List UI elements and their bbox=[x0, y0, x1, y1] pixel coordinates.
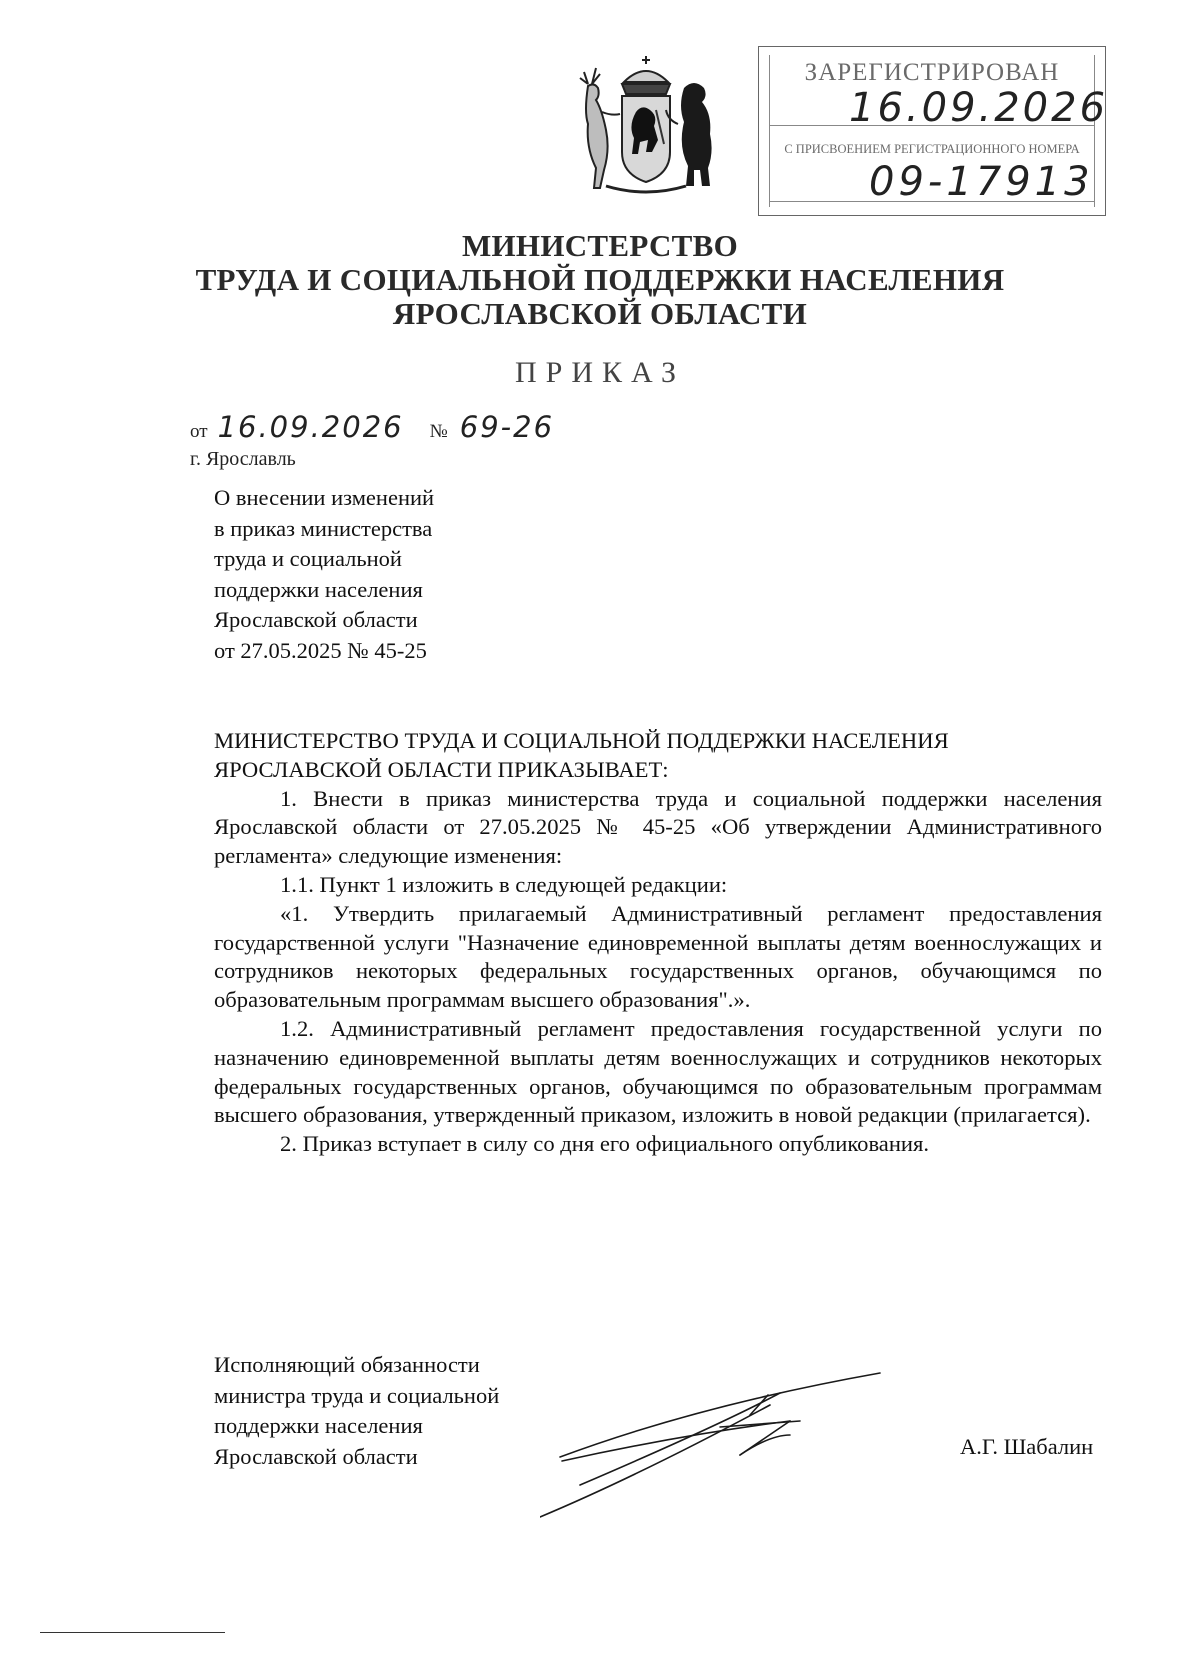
number-prefix: № bbox=[429, 421, 448, 442]
handwritten-signature bbox=[540, 1365, 910, 1525]
position-line: поддержки населения bbox=[214, 1413, 423, 1438]
order-subject bbox=[214, 483, 434, 666]
body-paragraph-1-1-text: «1. Утвердить прилагаемый Административный регламент предоставления государственной услуги "Назначение единовременной выплаты детям военнослужащих и сотрудников некоторых федеральных государственных органов, обучающимся по образовательным программам высшего образования".». bbox=[214, 900, 1102, 1013]
ministry-title-line-1: МИНИСТЕРСТВО bbox=[461, 228, 739, 263]
body-paragraph-1-1: 1.1. Пункт 1 изложить в следующей редакции: bbox=[280, 871, 728, 897]
body-preamble: МИНИСТЕРСТВО ТРУДА И СОЦИАЛЬНОЙ ПОДДЕРЖКИ НАСЕЛЕНИЯ ЯРОСЛАВСКОЙ ОБЛАСТИ ПРИКАЗЫВАЕТ: bbox=[214, 728, 949, 782]
subject-line: в приказ министерства bbox=[214, 515, 433, 541]
order-number: 69-26 bbox=[459, 410, 555, 444]
subject-line: труда и социальной bbox=[214, 546, 402, 571]
subject-line: О внесении изменений bbox=[214, 485, 435, 510]
signatory-position bbox=[214, 1350, 499, 1472]
subject-line: поддержки населения bbox=[214, 576, 423, 602]
date-prefix: от bbox=[190, 421, 208, 442]
order-date: 16.09.2026 bbox=[217, 410, 404, 444]
position-line: министра труда и социальной bbox=[214, 1382, 500, 1408]
body-paragraph-1: 1. Внести в приказ министерства труда и социальной поддержки населения Ярославской области от 27.05.2025 № 45-25 «Об утверждении Административного регламента» следующие изменения: bbox=[214, 785, 1102, 869]
subject-line: Ярославской области bbox=[214, 607, 418, 632]
subject-line: от 27.05.2025 № 45-25 bbox=[214, 637, 427, 663]
footer-divider bbox=[40, 1632, 225, 1633]
registration-stamp bbox=[758, 46, 1109, 216]
body-paragraph-2: 2. Приказ вступает в силу со дня его официального опубликования. bbox=[280, 1131, 930, 1157]
coat-of-arms-emblem bbox=[566, 52, 726, 202]
signatory-name: А.Г. Шабалин bbox=[960, 1434, 1094, 1459]
ministry-title-line-2: ТРУДА И СОЦИАЛЬНОЙ ПОДДЕРЖКИ НАСЕЛЕНИЯ bbox=[195, 262, 1005, 297]
document-type-heading: ПРИКАЗ bbox=[515, 356, 685, 389]
stamp-registration-number: 09-17913 bbox=[869, 159, 1094, 205]
body-paragraph-1-2: 1.2. Административный регламент предоставления государственной услуги по назначению единовременной выплаты детям военнослужащих и сотрудников некоторых федеральных государственных органов, обучающимся по образовательным программам высшего образования, утвержденный приказом, изложить в новой редакции (прилагается). bbox=[214, 1015, 1102, 1128]
position-line: Исполняющий обязанности bbox=[214, 1352, 480, 1377]
position-line: Ярославской области bbox=[214, 1443, 418, 1469]
stamp-registration-date: 16.09.2026 bbox=[849, 85, 1109, 131]
stamp-subtitle: С ПРИСВОЕНИЕМ РЕГИСТРАЦИОННОГО НОМЕРА bbox=[784, 142, 1080, 156]
city-label: г. Ярославль bbox=[190, 448, 296, 470]
order-body bbox=[214, 727, 1102, 1159]
stamp-title: ЗАРЕГИСТРИРОВАН bbox=[804, 59, 1060, 86]
ministry-title-line-3: ЯРОСЛАВСКОЙ ОБЛАСТИ bbox=[392, 296, 808, 331]
order-date-number-line bbox=[190, 410, 554, 450]
